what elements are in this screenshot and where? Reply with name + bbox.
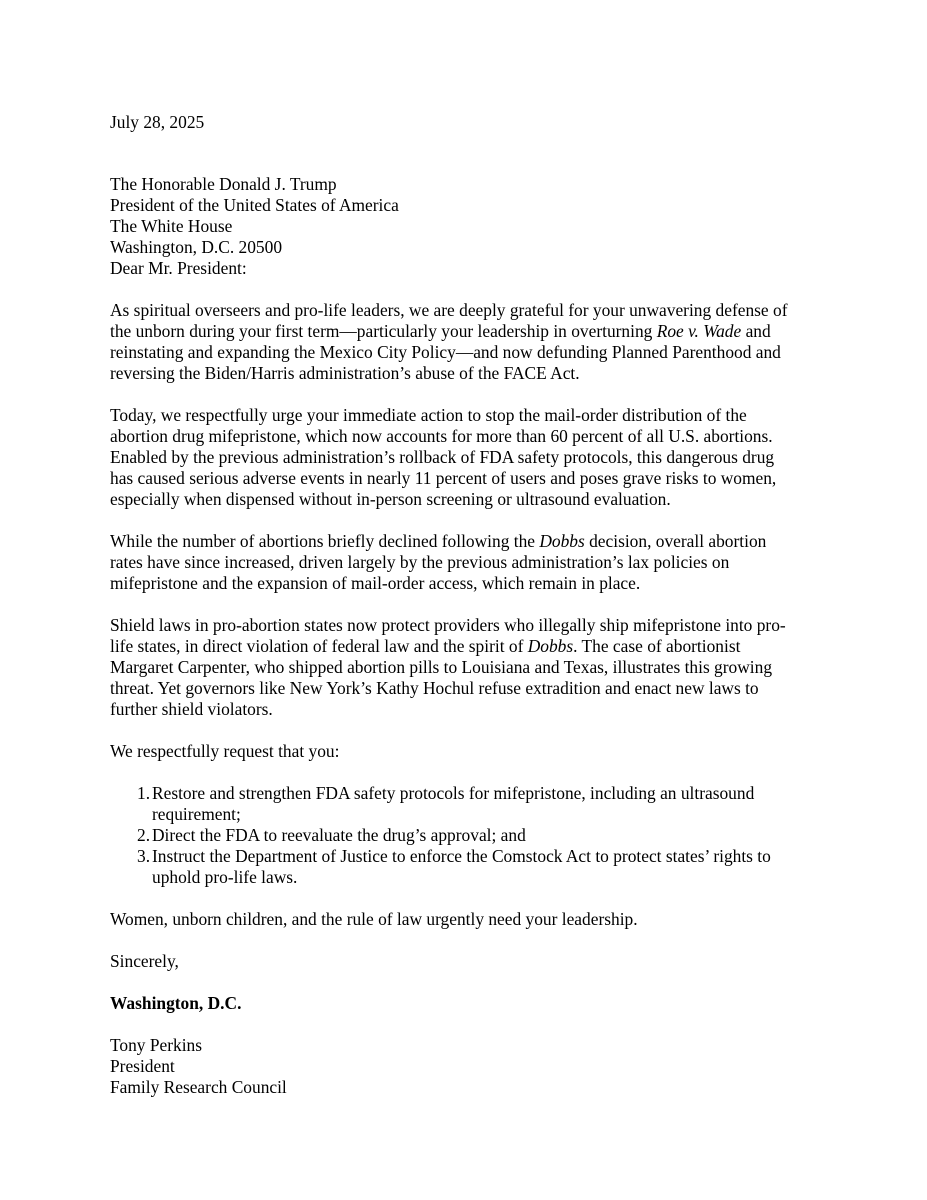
text-run: . The case of abortionist	[573, 636, 741, 656]
request-list	[110, 783, 830, 888]
list-number: 2.	[137, 825, 151, 845]
paragraph-shield-laws	[110, 615, 830, 720]
request-intro-text: We respectfully request that you:	[110, 741, 340, 761]
paragraph-line: has caused serious adverse events in nearly 11 percent of users and poses grave risks to women,	[110, 468, 777, 488]
text-run: While the number of abortions briefly declined following the	[110, 531, 540, 551]
paragraph-line	[110, 636, 830, 657]
signer-title: President	[110, 1056, 175, 1076]
closing-text: Women, unborn children, and the rule of law urgently need your leadership.	[110, 909, 638, 929]
paragraph-line: Margaret Carpenter, who shipped abortion pills to Louisiana and Texas, illustrates this growing	[110, 657, 773, 677]
list-item-line: requirement;	[152, 804, 241, 824]
signer-name: Tony Perkins	[110, 1035, 203, 1055]
paragraph-line: threat. Yet governors like New York’s Kathy Hochul refuse extradition and enact new laws to	[110, 678, 759, 698]
closing-statement	[110, 909, 830, 930]
recipient-line: President of the United States of America	[110, 195, 399, 215]
case-name-dobbs: Dobbs	[539, 531, 585, 551]
list-item	[110, 825, 830, 846]
list-item	[110, 846, 830, 888]
text-run: life states, in direct violation of federal law and the spirit of	[110, 636, 528, 656]
sign-off-text: Sincerely,	[110, 951, 179, 971]
recipient-line: Washington, D.C. 20500	[110, 237, 283, 257]
salutation-text: Dear Mr. President:	[110, 258, 247, 278]
recipient-address	[110, 174, 830, 258]
paragraph-line: further shield violators.	[110, 699, 273, 719]
list-item-line: Instruct the Department of Justice to enforce the Comstock Act to protect states’ rights to	[152, 846, 771, 866]
list-item-line: uphold pro-life laws.	[152, 867, 298, 887]
text-run: and	[741, 321, 771, 341]
location-text: Washington, D.C.	[110, 993, 242, 1013]
recipient-line: The Honorable Donald J. Trump	[110, 174, 337, 194]
paragraph-line: mifepristone and the expansion of mail-order access, which remain in place.	[110, 573, 641, 593]
list-number: 1.	[137, 783, 151, 803]
paragraph-line: reinstating and expanding the Mexico City Policy—and now defunding Planned Parenthood and	[110, 342, 781, 362]
paragraph-line: Enabled by the previous administration’s rollback of FDA safety protocols, this dangerous drug	[110, 447, 775, 467]
paragraph-abortion-rates	[110, 531, 830, 594]
paragraph-line: especially when dispensed without in-person screening or ultrasound evaluation.	[110, 489, 671, 509]
signer-organization: Family Research Council	[110, 1077, 287, 1097]
paragraph-gratitude	[110, 300, 830, 384]
paragraph-line	[110, 531, 830, 552]
date-text: July 28, 2025	[110, 112, 205, 132]
text-run: decision, overall abortion	[584, 531, 767, 551]
case-name-roe: Roe v. Wade	[656, 321, 742, 341]
salutation	[110, 258, 830, 279]
list-number: 3.	[137, 846, 151, 866]
list-item-line: Direct the FDA to reevaluate the drug’s approval; and	[152, 825, 526, 845]
paragraph-line: abortion drug mifepristone, which now accounts for more than 60 percent of all U.S. abortions.	[110, 426, 773, 446]
recipient-line: The White House	[110, 216, 233, 236]
signature-location	[110, 993, 830, 1014]
paragraph-line: reversing the Biden/Harris administration’s abuse of the FACE Act.	[110, 363, 580, 383]
case-name-dobbs: Dobbs	[527, 636, 574, 656]
text-run: the unborn during your first term—particularly your leadership in overturning	[110, 321, 657, 341]
paragraph-urge-action	[110, 405, 830, 510]
paragraph-line: Today, we respectfully urge your immediate action to stop the mail-order distribution of the	[110, 405, 747, 425]
sign-off	[110, 951, 830, 972]
paragraph-line: As spiritual overseers and pro-life leaders, we are deeply grateful for your unwavering defense of	[110, 300, 788, 320]
list-item-line: Restore and strengthen FDA safety protocols for mifepristone, including an ultrasound	[152, 783, 755, 803]
paragraph-line	[110, 321, 830, 342]
request-intro	[110, 741, 830, 762]
paragraph-line: Shield laws in pro-abortion states now protect providers who illegally ship mifepristone into pro-	[110, 615, 786, 635]
letter-date	[110, 112, 830, 133]
paragraph-line: rates have since increased, driven largely by the previous administration’s lax policies on	[110, 552, 730, 572]
list-item	[110, 783, 830, 825]
signature-block	[110, 1035, 830, 1098]
